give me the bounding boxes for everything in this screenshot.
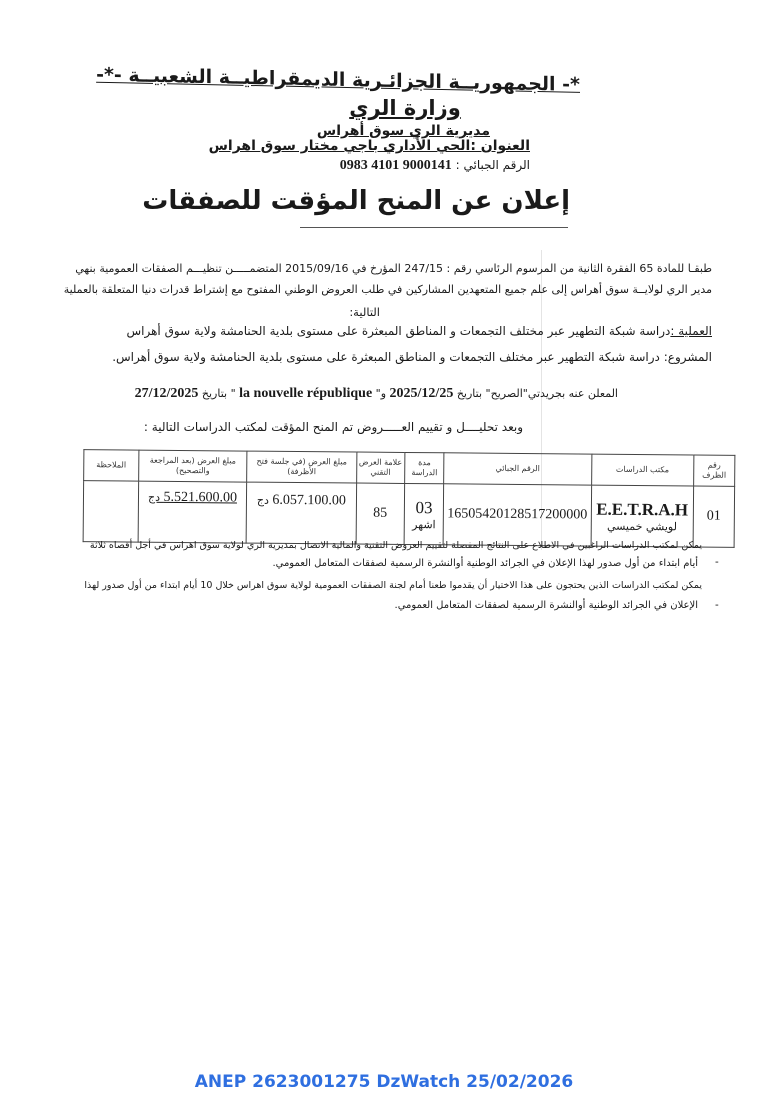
tax-id-value: 0983 4101 9000141	[339, 158, 452, 173]
bullet-dash-2: -	[715, 598, 719, 611]
page-title: إعلان عن المنح المؤقت للصفقات	[142, 186, 570, 216]
cell-tax-id: 16505420128517200000	[443, 484, 591, 546]
operation-text: دراسة شبكة التطهير عبر مختلف التجمعات و المناطق المبعثرة على مستوى بلدية الحنامشة ولاية سوق أهراس	[126, 324, 671, 338]
project-line	[112, 350, 712, 364]
amount-opening-value: 6.057.100.00	[272, 492, 346, 509]
publication-prefix: المعلن عنه بجريدتي"الصريح" بتاريخ	[456, 387, 618, 400]
office-arabic-name: لويشي خميسي	[606, 519, 678, 533]
amount-opening-currency: دج	[256, 493, 269, 507]
col-envelope-no: رقم الظرف	[693, 455, 734, 486]
publication-date-1: 2025/12/25	[389, 386, 454, 401]
duration-unit: اشهر	[412, 517, 436, 531]
note-1-line-1: يمكن لمكتب الدراسات الراغبين في الاطلاع على النتائج المفصلة لتقييم العروض التقنية والمالية الاتصال بمديرية الري لولاية سوق اهراس في أجل أقصاه ثلاثة	[89, 540, 702, 551]
cell-technical-score: 85	[356, 483, 405, 544]
publication-newspaper-2: la nouvelle république	[239, 386, 373, 401]
cell-remark	[83, 481, 138, 542]
col-amount-opening: مبلغ العرض (في جلسة فتح الأظرفة)	[247, 451, 357, 483]
intro-line-2: مدير الري لولايــة سوق أهراس إلى علم جميع المتعهدين المشاركين في طلب العروض الوطني المفتوح مع إشتراط قدرات دنيا المتعلقة بالعملية	[63, 283, 712, 296]
project-text: دراسة شبكة التطهير عبر مختلف التجمعات و المناطق المبعثرة على مستوى بلدية الحنامشة ولاية سوق أهراس.	[112, 350, 660, 364]
publication-suffix: " بتاريخ	[201, 387, 236, 400]
intro-line-3: التالية:	[349, 305, 380, 319]
cell-amount-corrected	[138, 481, 247, 543]
tax-id-line	[300, 158, 530, 174]
bullet-dash-1: -	[715, 555, 719, 568]
office-latin-name: E.E.T.R.A.H	[596, 499, 689, 519]
cell-amount-opening	[246, 482, 356, 544]
publication-date-2: 27/12/2025	[134, 386, 199, 401]
col-technical-score: علامة العرض التقني	[356, 452, 405, 483]
cell-study-office	[591, 485, 694, 547]
table-row	[83, 481, 735, 548]
cell-envelope-no: 01	[693, 486, 735, 547]
ministry-heading: وزارة الري	[349, 96, 461, 120]
cell-duration	[404, 483, 444, 544]
col-duration: مدة الدراسة	[405, 452, 445, 483]
operation-label: العملية :	[670, 324, 712, 338]
intro-line-1: طبقـا للمادة 65 الفقرة الثانية من المرسوم الرئاسي رقم : 247/15 المؤرخ في 2015/09/16 المتضمـــــن تنظيـــم الصفقات العمومية بنهي	[75, 262, 712, 275]
note-2-line-1: يمكن لمكتب الدراسات الذين يحتجون على هذا الاختيار أن يقدموا طعنا أمام لجنة الصفقات العمومية لولاية سوق اهراس خلال 10 أيام ابتداء من أول صدور لهذا	[84, 580, 702, 591]
award-table	[83, 449, 736, 548]
col-amount-corrected: مبلغ العرض (بعد المراجعة والتصحيح)	[138, 450, 247, 482]
after-evaluation-line: وبعد تحليــــل و تقييم العـــــروض تم المنح المؤقت لمكتب الدراسات التالية :	[143, 420, 523, 434]
address-line: العنوان :الحي الأداري باجي مختار سوق اهراس	[208, 138, 530, 154]
title-divider	[300, 227, 568, 228]
note-1-line-2: أيام ابتداء من أول صدور لهذا الإعلان في الجرائد الوطنية أوالنشرة الرسمية لصفقات المتعامل العمومي.	[272, 558, 698, 569]
operation-line	[127, 324, 713, 338]
tax-id-label: الرقم الجبائي :	[455, 158, 530, 172]
duration-value: 03	[415, 497, 433, 517]
footer-reference: ANEP 2623001275 DzWatch 25/02/2026	[194, 1072, 574, 1092]
col-remark: الملاحظة	[84, 450, 139, 481]
publication-mid: و"	[375, 387, 387, 400]
republic-heading: *- الجمهوريــة الجزائـرية الديمقراطيــة الشعبيــة -*-	[96, 63, 580, 96]
note-2-line-2: الإعلان في الجرائد الوطنية أوالنشرة الرسمية لصفقات المتعامل العمومي.	[394, 600, 698, 611]
col-study-office: مكتب الدراسات	[591, 454, 694, 486]
publication-line	[135, 386, 618, 402]
directorate-heading: مديرية الري سوق أهراس	[316, 123, 490, 139]
amount-corrected-value: 5.521.600.00	[163, 489, 238, 506]
amount-corrected-currency: دج	[147, 490, 161, 504]
project-label: المشروع:	[663, 350, 712, 364]
col-tax-id: الرقم الجبائي	[444, 453, 592, 485]
